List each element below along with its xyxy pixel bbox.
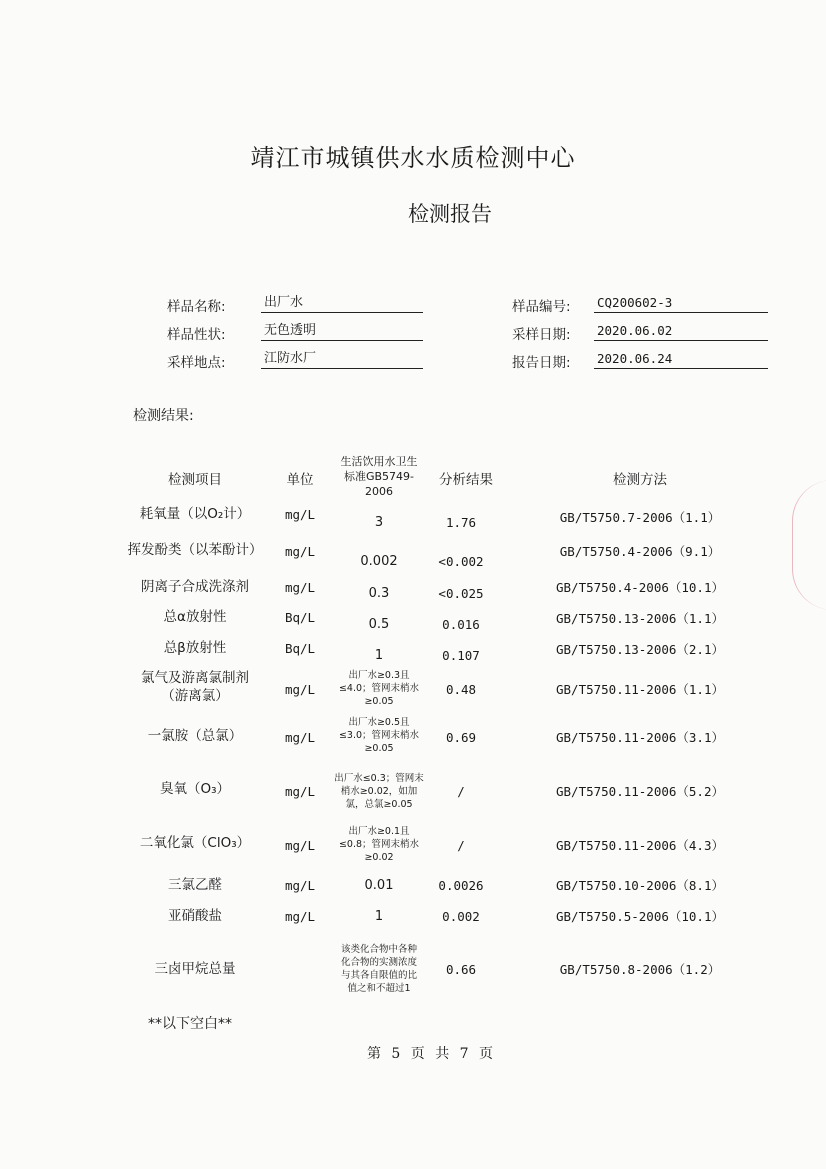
row-item: 三卤甲烷总量: [154, 961, 236, 977]
page-indicator: 第 5 页 共 7 页: [366, 1046, 494, 1062]
results-heading: 检测结果:: [133, 408, 194, 424]
row-method: GB/T5750.11-2006（5.2）: [556, 784, 724, 799]
row-result: <0.025: [438, 585, 484, 601]
row-standard: 出厂水≥0.5且≤3.0；管网末梢水≥0.05: [338, 716, 420, 754]
row-item: 阴离子合成洗涤剂: [141, 579, 249, 595]
row-standard: 3: [374, 514, 384, 530]
row-unit: mg/L: [284, 729, 316, 745]
row-result: <0.002: [438, 553, 484, 569]
row-result: 0.48: [445, 681, 477, 697]
row-result: 0.107: [442, 647, 480, 663]
row-standard: 1: [374, 908, 384, 924]
row-standard: 0.002: [360, 553, 398, 569]
row-method: GB/T5750.13-2006（2.1）: [556, 642, 724, 657]
sample-info: [0, 293, 826, 373]
row-unit: mg/L: [284, 543, 316, 559]
row-unit: mg/L: [284, 506, 316, 522]
header-result: 分析结果: [439, 472, 493, 488]
row-unit: mg/L: [284, 579, 316, 595]
row-standard: 出厂水≥0.3且≤4.0；管网末梢水≥0.05: [338, 669, 420, 707]
row-standard: 1: [374, 647, 384, 663]
sampling-location-label: 采样地点:: [167, 355, 226, 371]
report-date-value: 2020.06.24: [594, 349, 768, 369]
row-item: 一氯胺（总氯）: [147, 728, 243, 744]
sample-state-value: 无色透明: [261, 321, 423, 341]
row-item: 氯气及游离氯制剂（游离氯）: [141, 670, 249, 704]
row-unit: Bq/L: [284, 640, 316, 656]
row-result: 0.69: [445, 729, 477, 745]
report-title: 检测报告: [408, 202, 492, 226]
header-standard: 生活饮用水卫生标准GB5749-2006: [340, 455, 418, 498]
organization-title: 靖江市城镇供水水质检测中心: [250, 144, 576, 172]
row-item: 总β放射性: [163, 640, 227, 656]
row-method: GB/T5750.7-2006（1.1）: [559, 510, 721, 525]
row-method: GB/T5750.10-2006（8.1）: [556, 878, 724, 893]
row-method: GB/T5750.13-2006（1.1）: [556, 611, 724, 626]
sample-name-label: 样品名称:: [167, 299, 226, 315]
header-method: 检测方法: [613, 472, 667, 488]
row-standard: 0.3: [368, 585, 390, 601]
row-unit: mg/L: [284, 681, 316, 697]
row-result: 1.76: [445, 514, 477, 530]
row-result: /: [457, 837, 465, 853]
row-standard: 0.01: [364, 877, 394, 893]
row-method: GB/T5750.4-2006（10.1）: [556, 580, 724, 595]
end-of-content-note: **以下空白**: [148, 1016, 232, 1032]
row-method: GB/T5750.11-2006（1.1）: [556, 682, 724, 697]
row-result: 0.016: [442, 616, 480, 632]
row-method: GB/T5750.8-2006（1.2）: [559, 962, 721, 977]
row-item: 总α放射性: [163, 609, 227, 625]
row-item: 二氧化氯（ClO₃）: [139, 835, 251, 851]
row-unit: Bq/L: [284, 609, 316, 625]
row-item: 三氯乙醛: [168, 877, 222, 893]
sample-state-label: 样品性状:: [167, 327, 226, 343]
row-standard: 出厂水≤0.3；管网末梢水≥0.02，如加氯，总氯≥0.05: [334, 772, 424, 810]
header-item: 检测项目: [168, 472, 222, 488]
row-item: 耗氧量（以O₂计）: [139, 506, 251, 522]
report-date-label: 报告日期:: [512, 355, 571, 371]
sampling-date-label: 采样日期:: [512, 327, 571, 343]
row-method: GB/T5750.11-2006（3.1）: [556, 730, 724, 745]
row-result: /: [457, 783, 465, 799]
row-method: GB/T5750.4-2006（9.1）: [559, 544, 721, 559]
row-result: 0.66: [445, 961, 477, 977]
row-unit: [270, 958, 330, 980]
row-method: GB/T5750.5-2006（10.1）: [556, 909, 724, 924]
row-result: 0.0026: [438, 877, 484, 893]
row-unit: mg/L: [284, 908, 316, 924]
sampling-location-value: 江防水厂: [261, 349, 423, 369]
row-standard: 该类化合物中各种化合物的实测浓度与其各自限值的比值之和不超过1: [340, 944, 417, 994]
sample-number-value: CQ200602-3: [594, 293, 768, 313]
row-standard: 出厂水≥0.1且≤0.8；管网末梢水≥0.02: [338, 825, 420, 863]
sampling-date-value: 2020.06.02: [594, 321, 768, 341]
row-method: GB/T5750.11-2006（4.3）: [556, 838, 724, 853]
header-unit: 单位: [286, 472, 314, 488]
row-unit: mg/L: [284, 877, 316, 893]
row-item: 挥发酚类（以苯酚计）: [127, 542, 263, 558]
row-unit: mg/L: [284, 837, 316, 853]
row-unit: mg/L: [284, 783, 316, 799]
sample-number-label: 样品编号:: [512, 299, 571, 315]
row-result: 0.002: [442, 908, 480, 924]
row-item: 臭氧（O₃）: [159, 781, 231, 797]
seal-stamp-edge: [792, 480, 826, 610]
row-item: 亚硝酸盐: [168, 908, 222, 924]
row-standard: 0.5: [368, 616, 390, 632]
sample-name-value: 出厂水: [261, 293, 423, 313]
